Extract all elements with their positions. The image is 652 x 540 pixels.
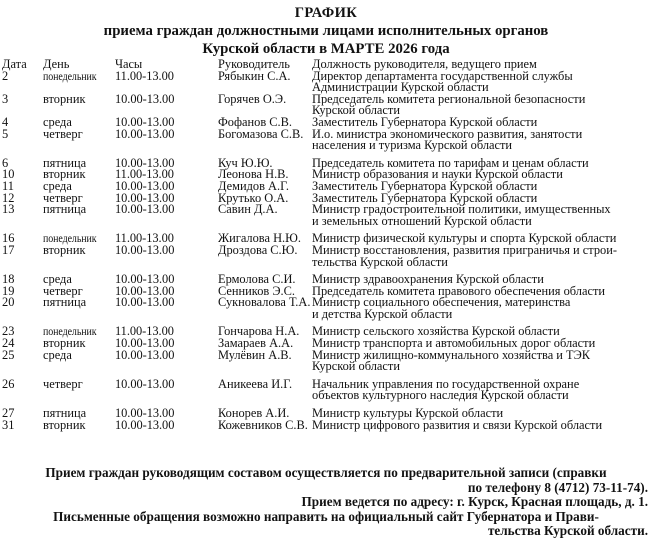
cell-hours: 10.00-13.00 [115, 178, 175, 193]
cell-date: 3 [2, 91, 9, 106]
cell-hours: 10.00-13.00 [115, 155, 175, 170]
cell-head-name: Мулёвин А.В. [218, 347, 292, 362]
cell-day: пятница [43, 155, 87, 170]
cell-position: И.о. министра экономического развития, занятости [312, 126, 583, 141]
cell-position: Министр транспорта и автомобильных дорог области [312, 336, 596, 351]
column-header-hours: Часы [115, 57, 143, 71]
cell-head-name: Куч Ю.Ю. [218, 155, 273, 170]
cell-position-continued: Курской области [312, 359, 400, 374]
cell-day: понедельник [43, 232, 97, 246]
cell-position-continued: населения и туризма Курской области [312, 138, 513, 153]
cell-day: пятница [43, 202, 87, 217]
cell-head-name: Конорев А.И. [218, 406, 290, 421]
cell-hours: 10.00-13.00 [115, 417, 175, 432]
cell-day: четверг [43, 283, 83, 298]
column-header-position: Должность руководителя, ведущего прием [312, 57, 537, 71]
cell-date: 16 [2, 231, 15, 246]
cell-hours: 10.00-13.00 [115, 202, 175, 217]
cell-head-name: Аникеева И.Г. [218, 376, 293, 391]
cell-head-name: Леонова Н.В. [218, 167, 289, 182]
cell-date: 31 [2, 417, 15, 432]
table-row-continuation [0, 140, 652, 152]
cell-hours: 10.00-13.00 [115, 190, 175, 205]
table-row-continuation [0, 306, 652, 321]
cell-position-continued: Курской области [312, 103, 400, 118]
cell-day: понедельник [43, 325, 97, 339]
cell-date: 2 [2, 68, 9, 83]
footer-line-4: Письменные обращения возможно направить на официальный сайт Губернатора и Прави- [53, 508, 599, 524]
page-title: ГРАФИК [294, 5, 358, 21]
table-row-continuation [0, 254, 652, 269]
cell-position-continued: и детства Курской области [312, 306, 453, 321]
cell-date: 17 [2, 242, 15, 257]
cell-hours: 10.00-13.00 [115, 295, 175, 310]
cell-date: 11 [2, 178, 14, 193]
footer-line-3: Прием ведется по адресу: г. Курск, Красная площадь, д. 1. [301, 494, 648, 510]
cell-position: Заместитель Губернатора Курской области [312, 114, 538, 129]
cell-position: Министр образования и науки Курской области [312, 167, 563, 182]
cell-date: 5 [2, 126, 9, 141]
table-row-continuation [0, 213, 652, 228]
cell-day: вторник [43, 417, 86, 432]
cell-position: Начальник управления по государственной охране [312, 376, 580, 391]
cell-hours: 10.00-13.00 [115, 272, 175, 287]
cell-position: Директор департамента государственной службы [312, 68, 573, 83]
table-row-continuation [0, 390, 652, 402]
cell-day: четверг [43, 376, 83, 391]
cell-position-continued: тельства Курской области [312, 254, 448, 269]
cell-hours: 10.00-13.00 [115, 91, 175, 106]
cell-day: вторник [43, 91, 86, 106]
cell-position-continued: и земельных отношений Курской области [312, 213, 532, 228]
cell-head-name: Ермолова С.И. [218, 272, 296, 287]
cell-day: среда [43, 178, 72, 193]
cell-hours: 10.00-13.00 [115, 126, 175, 141]
footer-notes [0, 466, 652, 539]
cell-position-continued: объектов культурного наследия Курской области [312, 388, 569, 403]
column-header-day: День [43, 57, 70, 71]
cell-date: 24 [2, 336, 15, 351]
cell-day: среда [43, 272, 72, 287]
cell-day: вторник [43, 242, 86, 257]
cell-date: 23 [2, 324, 15, 339]
cell-hours: 11.00-13.00 [115, 167, 174, 182]
cell-date: 13 [2, 202, 15, 217]
cell-day: вторник [43, 336, 86, 351]
cell-day: пятница [43, 406, 87, 421]
cell-hours: 10.00-13.00 [115, 283, 175, 298]
cell-hours: 10.00-13.00 [115, 347, 175, 362]
cell-position: Министр социального обеспечения, материнства [312, 295, 571, 310]
cell-position: Министр градостроительной политики, имущественных [312, 202, 611, 217]
cell-head-name: Гончарова Н.А. [218, 324, 300, 339]
cell-position: Председатель комитета по тарифам и ценам области [312, 155, 589, 170]
cell-date: 27 [2, 406, 15, 421]
cell-day: понедельник [43, 69, 97, 83]
cell-hours: 10.00-13.00 [115, 336, 175, 351]
cell-head-name: Савин Д.А. [218, 202, 278, 217]
cell-date: 4 [2, 114, 9, 129]
cell-position: Заместитель Губернатора Курской области [312, 178, 538, 193]
cell-date: 12 [2, 190, 15, 205]
cell-position: Министр здравоохранения Курской области [312, 272, 544, 287]
column-header-date: Дата [2, 57, 27, 71]
footer-line-1: Прием граждан руководящим составом осуществляется по предварительной записи (справки [45, 465, 607, 480]
cell-head-name: Дроздова С.Ю. [218, 242, 298, 257]
cell-day: пятница [43, 295, 87, 310]
cell-date: 18 [2, 272, 15, 287]
cell-position: Министр восстановления, развития приграничья и строи- [312, 242, 617, 257]
cell-position-continued: Администрации Курской области [312, 80, 489, 95]
cell-head-name: Кожевников С.В. [218, 417, 308, 432]
cell-head-name: Фофанов С.В. [218, 114, 293, 129]
cell-date: 20 [2, 295, 15, 310]
cell-date: 26 [2, 376, 15, 391]
page-subtitle-line-2: Курской области в МАРТЕ 2026 года [202, 41, 450, 57]
cell-hours: 10.00-13.00 [115, 114, 175, 129]
cell-hours: 11.00-13.00 [115, 68, 174, 83]
cell-day: среда [43, 347, 72, 362]
cell-head-name: Рябыкин С.А. [218, 68, 291, 83]
cell-head-name: Крутько О.А. [218, 190, 289, 205]
cell-head-name: Замараев А.А. [218, 336, 294, 351]
column-header-head: Руководитель [218, 57, 290, 71]
cell-hours: 11.00-13.00 [115, 324, 174, 339]
cell-position: Министр цифрового развития и связи Курской области [312, 417, 603, 432]
cell-head-name: Жигалова Н.Ю. [218, 231, 301, 246]
cell-head-name: Демидов А.Г. [218, 178, 289, 193]
table-row [0, 417, 652, 432]
page-subtitle-line-1: приема граждан должностными лицами исполнительных органов [103, 23, 549, 39]
cell-position: Председатель комитета правового обеспечения области [312, 283, 605, 298]
cell-position: Министр культуры Курской области [312, 406, 504, 421]
cell-hours: 10.00-13.00 [115, 406, 175, 421]
cell-day: четверг [43, 126, 83, 141]
cell-position: Министр сельского хозяйства Курской области [312, 324, 560, 339]
cell-head-name: Горячев О.Э. [218, 91, 287, 106]
cell-date: 19 [2, 283, 15, 298]
cell-head-name: Богомазова С.В. [218, 126, 304, 141]
cell-day: вторник [43, 167, 86, 182]
cell-position: Заместитель Губернатора Курской области [312, 190, 538, 205]
schedule-table [0, 59, 652, 431]
cell-hours: 10.00-13.00 [115, 242, 175, 257]
cell-date: 6 [2, 155, 9, 170]
footer-line-2: по телефону 8 (4712) 73-11-74). [467, 479, 648, 495]
table-row-continuation [0, 361, 652, 373]
cell-position: Председатель комитета региональной безопасности [312, 91, 586, 106]
cell-head-name: Сенников Э.С. [218, 283, 295, 298]
cell-day: четверг [43, 190, 83, 205]
cell-hours: 10.00-13.00 [115, 376, 175, 391]
cell-day: среда [43, 114, 72, 129]
cell-date: 10 [2, 167, 15, 182]
cell-position: Министр жилищно-коммунального хозяйства и ТЭК [312, 347, 591, 362]
cell-position: Министр физической культуры и спорта Курской области [312, 231, 617, 246]
cell-head-name: Сукновалова Т.А. [218, 295, 311, 310]
document-title-block [0, 5, 652, 58]
footer-line-5: тельства Курской области. [487, 523, 648, 539]
cell-date: 25 [2, 347, 15, 362]
cell-hours: 11.00-13.00 [115, 231, 174, 246]
